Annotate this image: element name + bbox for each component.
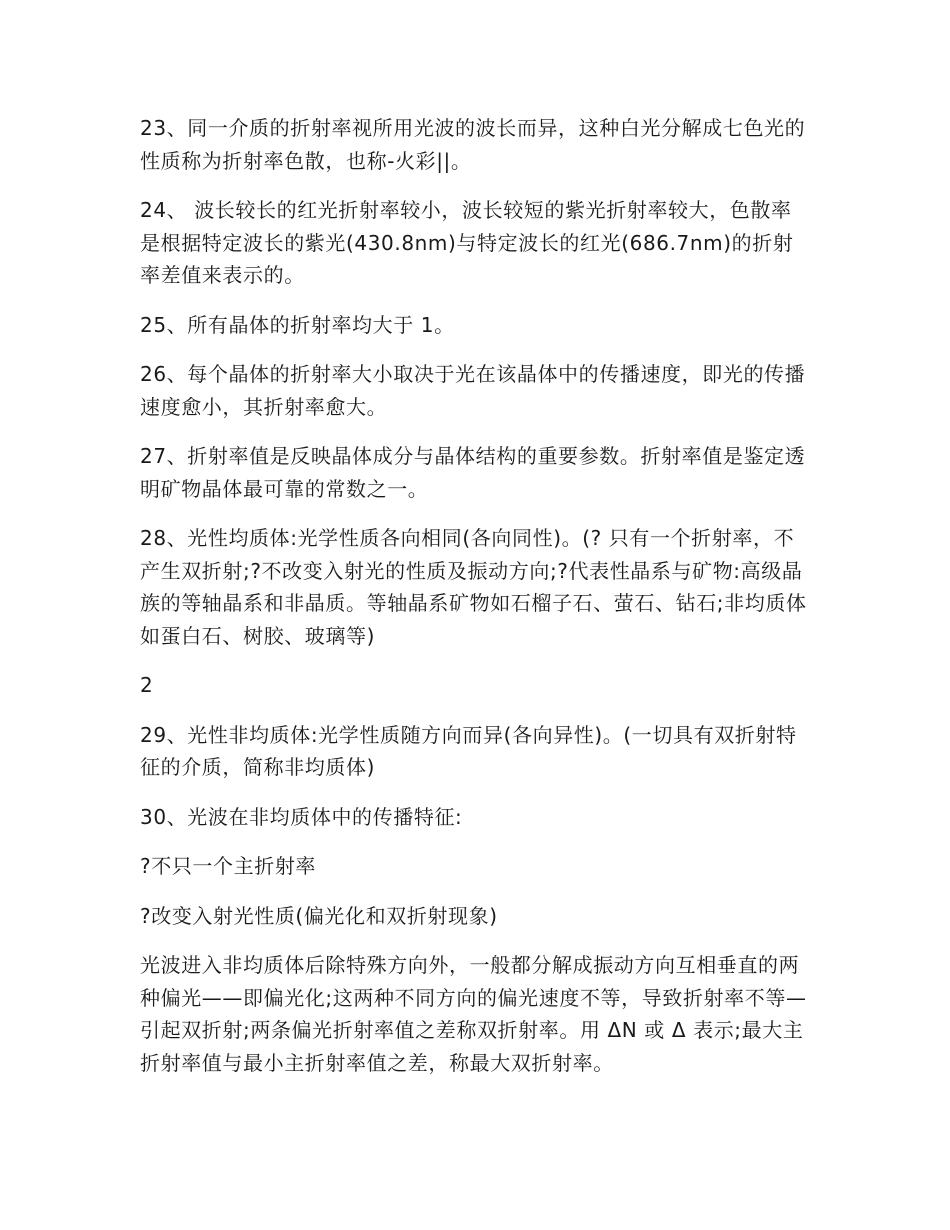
paragraph-30: 30、光波在非均质体中的传播特征: [140, 804, 463, 829]
paragraph-23: 23、同一介质的折射率视所用光波的波长而异，这种白光分解成七色光的性质称为折射率色散，也称-火彩||。 [140, 116, 806, 173]
paragraph-27: 27、折射率值是反映晶体成分与晶体结构的重要参数。折射率值是鉴定透明矿物晶体最可靠的常数之一。 [140, 444, 806, 501]
paragraph-29: 29、光性非均质体:光学性质随方向而异(各向异性)。(一切具有双折射特征的介质，简称非均质体) [140, 722, 797, 779]
paragraph-birefringence: 光波进入非均质体后除特殊方向外，一般都分解成振动方向互相垂直的两种偏光——即偏光化;这两种不同方向的偏光速度不等，导致折射率不等—引起双折射;两条偏光折射率值之差称双折射率。用 ΔN 或 Δ 表示;最大主折射率值与最小主折射率值之差，称最大双折射率。 [140, 953, 807, 1075]
list-item-2: ?改变入射光性质(偏光化和双折射现象) [140, 903, 498, 928]
paragraph-26: 26、每个晶体的折射率大小取决于光在该晶体中的传播速度，即光的传播速度愈小，其折射率愈大。 [140, 362, 806, 419]
paragraph-25: 25、所有晶体的折射率均大于 1。 [140, 312, 455, 337]
paragraph-28: 28、光性均质体:光学性质各向相同(各向同性)。(? 只有一个折射率，不产生双折射;?不改变入射光的性质及振动方向;?代表性晶系与矿物:高级晶族的等轴晶系和非晶质。等轴晶系矿物如石榴子石、萤石、钻石;非均质体如蛋白石、树胶、玻璃等) [140, 526, 807, 648]
list-item-1: ?不只一个主折射率 [140, 854, 317, 878]
document-body [140, 112, 808, 1096]
paragraph-24: 24、 波长较长的红光折射率较小，波长较短的紫光折射率较大，色散率是根据特定波长的紫光(430.8nm)与特定波长的红光(686.7nm)的折射率差值来表示的。 [140, 198, 794, 287]
page-number: 2 [140, 673, 154, 697]
